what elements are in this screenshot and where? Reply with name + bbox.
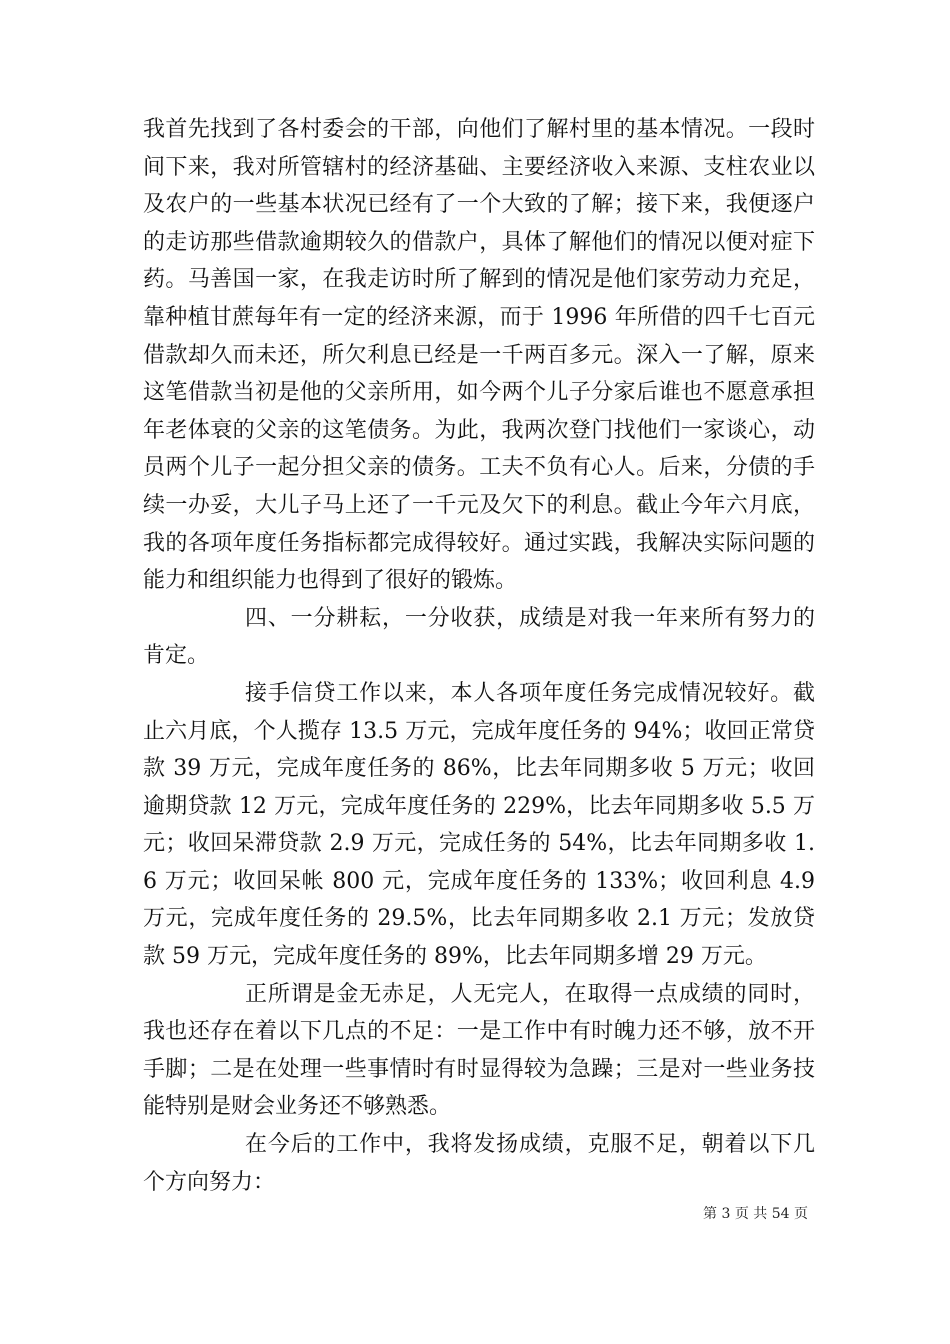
page-number: 第 3 页 共 54 页 [703, 1206, 808, 1222]
paragraph-task-completion: 接手信贷工作以来，本人各项年度任务完成情况较好。截止六月底，个人揽存 13.5 万元，完成年度任务的 94%；收回正常贷款 39 万元，完成年度任务的 86%，比去年同期多收 5 万元；收回逾期贷款 12 万元，完成年度任务的 229%，比去年同期多收 5.5 万元；收回呆滞贷款 2.9 万元，完成任务的 54%，比去年同期多收 1.6 万元；收回呆帐 800 元，完成年度任务的 133%；收回利息 4.9 万元，完成年度任务的 29.5%，比去年同期多收 2.1 万元；发放贷款 59 万元，完成年度任务的 89%，比去年同期多增 29 万元。 [143, 680, 815, 970]
paragraph-shortcomings: 正所谓是金无赤足，人无完人，在取得一点成绩的同时，我也还存在着以下几点的不足：一是工作中有时魄力还不够，放不开手脚；二是在处理一些事情时有时显得较为急躁；三是对一些业务技能特别是财会业务还不够熟悉。 [143, 981, 815, 1120]
document-body [143, 111, 815, 1201]
section-heading-achievements: 四、一分耕耘，一分收获，成绩是对我一年来所有努力的肯定。 [143, 605, 815, 669]
paragraph-future-direction: 在今后的工作中，我将发扬成绩，克服不足，朝着以下几个方向努力： [143, 1132, 815, 1195]
paragraph-village-visits: 我首先找到了各村委会的干部，向他们了解村里的基本情况。一段时间下来，我对所管辖村的经济基础、主要经济收入来源、支柱农业以及农户的一些基本状况已经有了一个大致的了解；接下来，我便逐户的走访那些借款逾期较久的借款户，具体了解他们的情况以便对症下药。马善国一家，在我走访时所了解到的情况是他们家劳动力充足，靠种植甘蔗每年有一定的经济来源，而于 1996 年所借的四千七百元借款却久而未还，所欠利息已经是一千两百多元。深入一了解，原来这笔借款当初是他的父亲所用，如今两个儿子分家后谁也不愿意承担年老体衰的父亲的这笔债务。为此，我两次登门找他们一家谈心，动员两个儿子一起分担父亲的债务。工夫不负有心人。后来，分债的手续一办妥，大儿子马上还了一千元及欠下的利息。截止今年六月底，我的各项年度任务指标都完成得较好。通过实践，我解决实际问题的能力和组织能力也得到了很好的锻炼。 [143, 117, 815, 594]
